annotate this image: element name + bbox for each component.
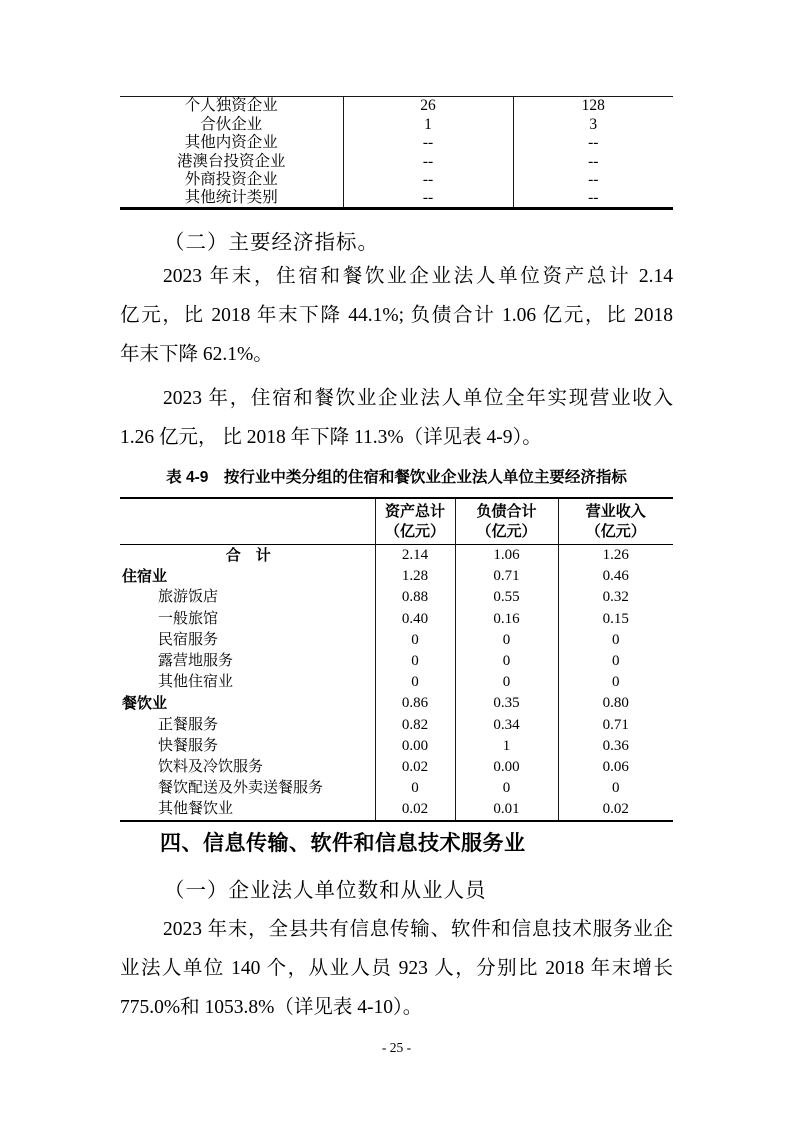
row-revenue: 0.36 bbox=[558, 736, 673, 757]
row-liabilities: 1.06 bbox=[455, 545, 558, 567]
row-value-2: -- bbox=[513, 171, 673, 189]
row-label: 港澳台投资企业 bbox=[176, 152, 286, 170]
header-line: （亿元） bbox=[384, 522, 445, 540]
paragraph-line: 2023 年，住宿和餐饮业企业法人单位全年实现营业收入 bbox=[163, 388, 673, 409]
table-row bbox=[120, 134, 673, 152]
table-row bbox=[120, 152, 673, 170]
table-row bbox=[120, 545, 673, 567]
row-assets: 0 bbox=[375, 778, 455, 799]
row-label: 其他统计类别 bbox=[184, 189, 278, 207]
table-row bbox=[120, 171, 673, 189]
row-assets: 0 bbox=[375, 630, 455, 651]
row-assets: 2.14 bbox=[375, 545, 455, 567]
header-line: 资产总计 bbox=[384, 502, 445, 520]
table-4-9 bbox=[120, 497, 673, 822]
row-assets: 0.02 bbox=[375, 799, 455, 821]
row-revenue: 0 bbox=[558, 651, 673, 672]
row-revenue: 1.26 bbox=[558, 545, 673, 567]
page-number: - 25 - bbox=[381, 1040, 412, 1055]
row-liabilities: 0.01 bbox=[455, 799, 558, 821]
paragraph-line: 年末下降 62.1%。 bbox=[120, 344, 273, 365]
header-line: 营业收入 bbox=[585, 502, 646, 520]
continued-units-table bbox=[120, 96, 673, 210]
table-row bbox=[120, 587, 673, 608]
row-label: 住宿业 bbox=[122, 568, 168, 586]
row-revenue: 0.06 bbox=[558, 757, 673, 778]
row-value-1: -- bbox=[343, 152, 513, 170]
row-label: 个人独资企业 bbox=[184, 97, 278, 115]
table-row bbox=[120, 651, 673, 672]
row-label: 外商投资企业 bbox=[184, 171, 278, 188]
paragraph-assets-liabilities bbox=[120, 257, 673, 374]
table-row bbox=[120, 757, 673, 778]
row-liabilities: 0.71 bbox=[455, 566, 558, 587]
row-assets: 0 bbox=[375, 672, 455, 693]
row-liabilities: 0 bbox=[455, 778, 558, 799]
table-row bbox=[120, 609, 673, 630]
row-label: 露营地服务 bbox=[158, 653, 234, 670]
row-revenue: 0 bbox=[558, 672, 673, 693]
row-label: 正餐服务 bbox=[158, 716, 219, 733]
row-label: 民宿服务 bbox=[158, 631, 219, 648]
header-cell-revenue bbox=[558, 498, 673, 545]
continued-table-body bbox=[120, 97, 673, 209]
row-assets: 0.02 bbox=[375, 757, 455, 778]
row-revenue: 0.15 bbox=[558, 609, 673, 630]
row-revenue: 0.80 bbox=[558, 693, 673, 714]
header-cell-assets bbox=[375, 498, 455, 545]
paragraph-revenue bbox=[120, 379, 673, 457]
row-label: 合伙企业 bbox=[200, 115, 263, 133]
paragraph-line: 2023 年末，全县共有信息传输、软件和信息技术服务业企 bbox=[163, 919, 673, 940]
paragraph-it-units bbox=[120, 910, 673, 1027]
row-value-1: 26 bbox=[343, 97, 513, 116]
row-assets: 0.82 bbox=[375, 715, 455, 736]
paragraph-line: 1.26 亿元， 比 2018 年下降 11.3%（详见表 4-9）。 bbox=[120, 427, 542, 448]
table-row bbox=[120, 189, 673, 209]
row-liabilities: 0.00 bbox=[455, 757, 558, 778]
row-label: 一般旅馆 bbox=[158, 610, 219, 627]
subheading-legal-units-employees: （一）企业法人单位数和从业人员 bbox=[164, 880, 487, 902]
row-revenue: 0.71 bbox=[558, 715, 673, 736]
row-revenue: 0 bbox=[558, 778, 673, 799]
row-revenue: 0 bbox=[558, 630, 673, 651]
row-revenue: 0.46 bbox=[558, 566, 673, 587]
table-row bbox=[120, 736, 673, 757]
row-label: 餐饮配送及外卖送餐服务 bbox=[158, 780, 324, 797]
row-liabilities: 0.55 bbox=[455, 587, 558, 608]
row-assets: 1.28 bbox=[375, 566, 455, 587]
row-value-1: -- bbox=[343, 189, 513, 209]
table-4-9-caption: 表 4-9 按行业中类分组的住宿和餐饮业企业法人单位主要经济指标 bbox=[166, 469, 627, 486]
row-label: 合 计 bbox=[225, 547, 271, 565]
row-label: 旅游饭店 bbox=[158, 589, 219, 606]
row-assets: 0.86 bbox=[375, 693, 455, 714]
row-label: 餐饮业 bbox=[122, 695, 168, 713]
row-liabilities: 0.34 bbox=[455, 715, 558, 736]
row-value-1: 1 bbox=[343, 115, 513, 133]
table-row bbox=[120, 778, 673, 799]
row-value-2: -- bbox=[513, 134, 673, 152]
row-revenue: 0.02 bbox=[558, 799, 673, 821]
paragraph-line: 2023 年末，住宿和餐饮业企业法人单位资产总计 2.14 bbox=[163, 266, 673, 287]
row-label: 其他内资企业 bbox=[184, 134, 278, 152]
table-4-9-header bbox=[120, 498, 673, 545]
row-assets: 0.40 bbox=[375, 609, 455, 630]
row-value-2: 3 bbox=[513, 115, 673, 133]
row-value-2: -- bbox=[513, 189, 673, 209]
table-row bbox=[120, 799, 673, 821]
row-assets: 0.00 bbox=[375, 736, 455, 757]
row-value-2: 128 bbox=[513, 97, 673, 116]
subheading-economic-indicators: （二）主要经济指标。 bbox=[164, 232, 379, 254]
row-liabilities: 0.16 bbox=[455, 609, 558, 630]
row-revenue: 0.32 bbox=[558, 587, 673, 608]
header-cell-empty bbox=[120, 498, 375, 545]
row-liabilities: 1 bbox=[455, 736, 558, 757]
paragraph-line: 亿元，比 2018 年末下降 44.1%; 负债合计 1.06 亿元，比 2018 bbox=[120, 305, 673, 326]
row-assets: 0.88 bbox=[375, 587, 455, 608]
table-4-9-body bbox=[120, 545, 673, 822]
row-label: 饮料及冷饮服务 bbox=[158, 758, 264, 775]
row-liabilities: 0 bbox=[455, 672, 558, 693]
table-row bbox=[120, 715, 673, 736]
row-label: 快餐服务 bbox=[158, 737, 219, 754]
header-cell-liabilities bbox=[455, 498, 558, 545]
paragraph-line: 业法人单位 140 个，从业人员 923 人，分别比 2018 年末增长 bbox=[120, 958, 673, 979]
table-row bbox=[120, 693, 673, 714]
row-label: 其他餐饮业 bbox=[158, 801, 234, 818]
section-heading-it-services: 四、信息传输、软件和信息技术服务业 bbox=[160, 832, 526, 855]
header-line: 负债合计 bbox=[476, 502, 537, 520]
paragraph-line: 775.0%和 1053.8%（详见表 4-10）。 bbox=[120, 997, 423, 1018]
table-row bbox=[120, 672, 673, 693]
row-value-2: -- bbox=[513, 152, 673, 170]
row-liabilities: 0 bbox=[455, 630, 558, 651]
row-assets: 0 bbox=[375, 651, 455, 672]
table-row bbox=[120, 630, 673, 651]
header-line: （亿元） bbox=[585, 522, 646, 540]
row-liabilities: 0 bbox=[455, 651, 558, 672]
table-row bbox=[120, 566, 673, 587]
table-row bbox=[120, 97, 673, 116]
table-row bbox=[120, 115, 673, 133]
row-value-1: -- bbox=[343, 134, 513, 152]
row-label: 其他住宿业 bbox=[158, 674, 234, 691]
row-liabilities: 0.35 bbox=[455, 693, 558, 714]
row-value-1: -- bbox=[343, 171, 513, 189]
header-line: （亿元） bbox=[476, 522, 537, 540]
